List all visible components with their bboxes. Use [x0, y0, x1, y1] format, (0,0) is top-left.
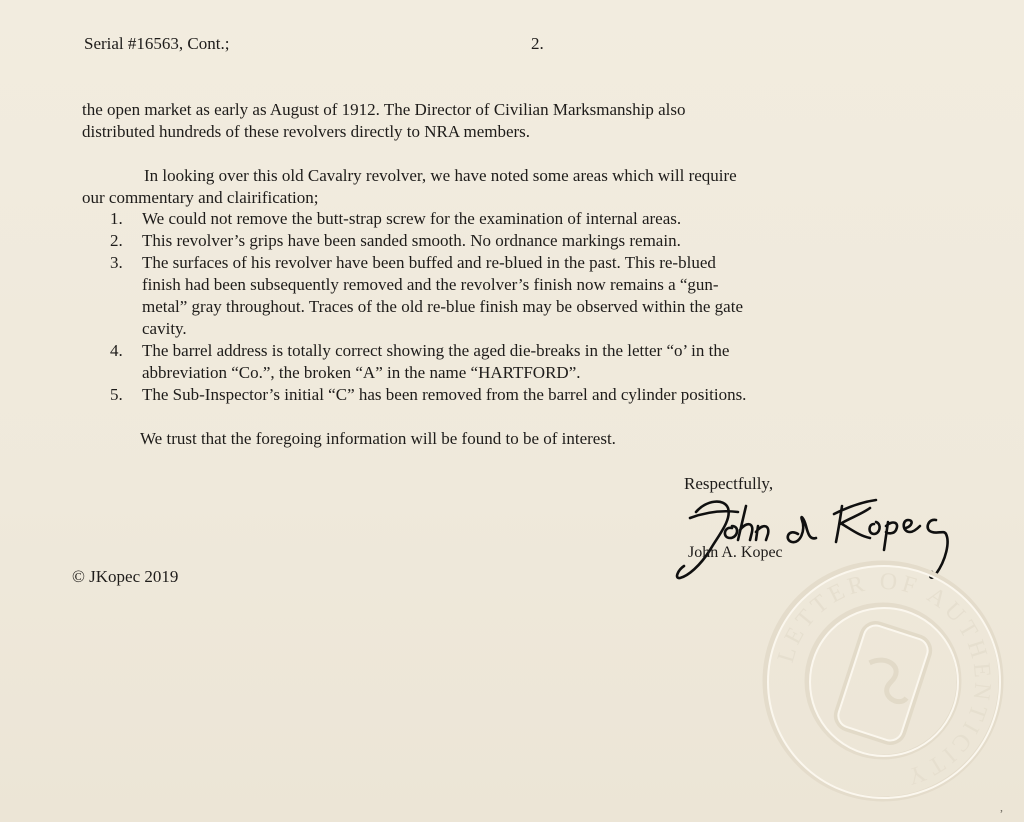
list-number: 2. — [110, 231, 123, 250]
list-item — [100, 384, 900, 406]
findings-list — [100, 208, 900, 406]
list-line: We could not remove the butt-strap screw for the examination of internal areas. — [142, 209, 682, 228]
list-line: This revolver’s grips have been sanded smooth. No ordnance markings remain. — [142, 231, 681, 250]
paragraph-line: In looking over this old Cavalry revolver, we have noted some areas which will require — [144, 166, 737, 185]
list-item — [100, 208, 900, 230]
page-number: 2. — [531, 34, 544, 53]
paper-mark: , — [1000, 800, 1003, 814]
list-item — [100, 340, 900, 384]
closing-sentence: We trust that the foregoing information will be found to be of interest. — [140, 429, 616, 448]
list-line: The barrel address is totally correct showing the aged die-breaks in the letter “o’ in the — [142, 341, 730, 360]
embossed-seal-icon — [760, 558, 1006, 804]
list-item — [100, 252, 900, 340]
continued-paragraph — [82, 99, 862, 143]
list-number: 3. — [110, 253, 123, 272]
copyright-notice: © JKopec 2019 — [72, 567, 179, 586]
list-line: The surfaces of his revolver have been buffed and re-blued in the past. This re-blued — [142, 253, 716, 272]
list-item — [100, 230, 900, 252]
list-line: The Sub-Inspector’s initial “C” has been removed from the barrel and cylinder positions. — [142, 385, 747, 404]
list-line: metal” gray throughout. Traces of the old re-blue finish may be observed within the gate — [142, 297, 743, 316]
list-line: cavity. — [142, 319, 187, 338]
respectfully-text: Respectfully, — [684, 474, 774, 493]
list-line: finish had been subsequently removed and the revolver’s finish now remains a “gun- — [142, 275, 719, 294]
list-number: 5. — [110, 385, 123, 404]
list-number: 1. — [110, 209, 123, 228]
list-number: 4. — [110, 341, 123, 360]
paragraph-line: distributed hundreds of these revolvers directly to NRA members. — [82, 122, 531, 141]
signer-name: John A. Kopec — [688, 544, 783, 561]
list-line: abbreviation “Co.”, the broken “A” in the name “HARTFORD”. — [142, 363, 581, 382]
paragraph-line: the open market as early as August of 1912. The Director of Civilian Marksmanship also — [82, 100, 686, 119]
paragraph-line: our commentary and clairification; — [82, 188, 319, 207]
serial-header: Serial #16563, Cont.; — [84, 34, 230, 53]
intro-paragraph — [82, 165, 737, 209]
seal-text: LETTER OF AUTHENTICITY — [772, 568, 996, 791]
